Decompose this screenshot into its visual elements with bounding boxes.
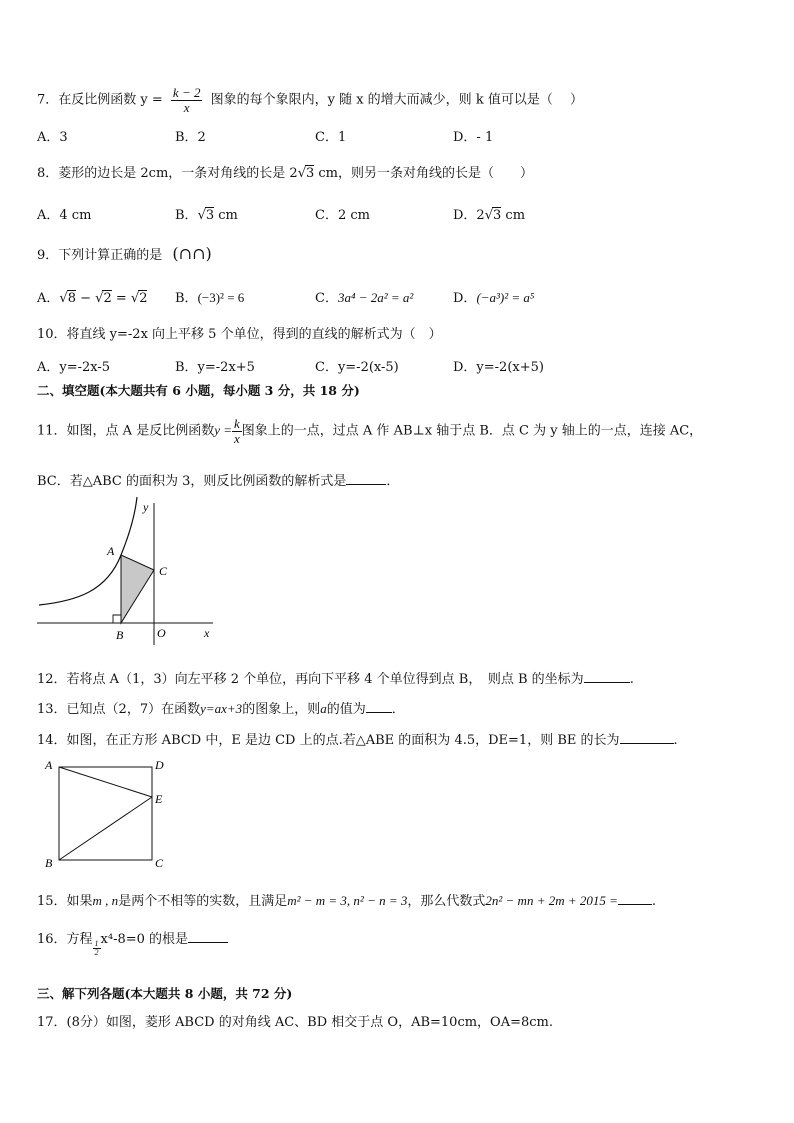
q9-paren: (∩∩) (172, 244, 212, 263)
q9-a-minus: − (75, 291, 96, 306)
q13-post: 的值为 (326, 702, 366, 717)
q9-a-sqrt-sign-1: √ (59, 291, 68, 306)
q13 (37, 698, 405, 717)
q13-var: a (320, 701, 327, 716)
q14-segment-be (59, 797, 152, 860)
q15-expr: 2n² − mn + 2m + 2015 = (485, 893, 618, 908)
q9-c-expr: 3a⁴ − 2a² = a² (337, 290, 414, 305)
q8-stem-post: cm，则另一条对角线的长是（ ） (314, 166, 534, 181)
q7-option-d: D．- 1 (453, 130, 494, 145)
q15-end: . (651, 894, 657, 909)
q7-option-c: C．1 (315, 130, 347, 145)
q8-d-sqrt-value: 3 (493, 208, 502, 223)
q12 (37, 668, 634, 687)
q15-eq: m² − m = 3, n² − n = 3 (287, 893, 408, 908)
q16-coef-num: 1 (94, 938, 99, 948)
q14 (37, 729, 678, 748)
q7-frac-den: x (183, 99, 190, 115)
q10-option-a: A．y=-2x-5 (37, 360, 111, 375)
q9-option-d (453, 287, 534, 306)
q11-line1-pre: 11．如图，点 A 是反比例函数 (37, 423, 215, 439)
q8-b-label: B． (175, 208, 198, 223)
q11-answer-blank (346, 472, 386, 485)
q8-option-b (175, 204, 238, 223)
q14-text: 14．如图，在正方形 ABCD 中，E 是边 CD 上的点.若△ABE 的面积为 4.5，DE=1，则 BE 的长为 (37, 733, 620, 748)
q14-segment-ae (59, 767, 152, 797)
q15-vars: m , n (92, 893, 119, 908)
q14-label-d: D (155, 758, 164, 772)
q9-a-sqrt-2: 2 (103, 291, 112, 306)
q14-answer-blank (620, 731, 674, 744)
q14-figure (37, 755, 177, 870)
q9-a-sqrt-3: 2 (139, 291, 148, 306)
q11-line2-end: ． (386, 474, 400, 489)
q10-option-d: D．y=-2(x+5) (453, 360, 544, 375)
q8-d-label: D．2 (453, 208, 485, 223)
q9-stem (37, 244, 212, 263)
q17: 17．(8分）如图，菱形 ABCD 的对角线 AC、BD 相交于点 O，AB=10cm，OA=8cm. (37, 1015, 554, 1030)
q7-frac-num: k − 2 (172, 85, 201, 100)
q11-func-y: y = (214, 422, 232, 438)
q11-fraction (232, 417, 242, 445)
q8-b-sqrt-sign: √ (197, 208, 206, 223)
q9-option-a (37, 287, 147, 306)
q7-stem-post: 图象的每个象限内，y 随 x 的增大而减少，则 k 值可以是（ ） (210, 92, 583, 108)
q15-answer-blank (618, 892, 652, 905)
q7-fraction (171, 86, 203, 114)
q8-b-unit: cm (214, 208, 238, 223)
q9-option-c (315, 287, 413, 306)
q13-end: ． (391, 702, 405, 717)
q16-answer-blank (188, 930, 228, 943)
q7-stem-pre: 7．在反比例函数 y = (37, 92, 163, 108)
q15 (37, 890, 656, 909)
q14-label-c: C (155, 856, 164, 870)
q10-option-c: C．y=-2(x-5) (315, 360, 399, 375)
q14-label-b: B (45, 856, 53, 870)
q12-end: . (629, 672, 634, 687)
q15-mid2: ，那么代数式 (407, 894, 486, 909)
q9-a-eq: = (111, 291, 131, 306)
q8-sqrt-value: 3 (305, 166, 315, 181)
q11-label-o: O (157, 626, 166, 640)
q8-d-sqrt-sign: √ (484, 208, 493, 223)
q10-option-b: B．y=-2x+5 (175, 360, 255, 375)
q7-option-b: B．2 (175, 130, 206, 145)
q9-a-label: A． (37, 291, 60, 306)
q11-line1-post: 图象上的一点，过点 A 作 AB⊥x 轴于点 B．点 C 为 y 轴上的一点，连接 AC， (241, 423, 703, 439)
q11-label-x: x (204, 626, 210, 640)
q9-c-label: C． (315, 291, 338, 306)
q9-a-sqrt-1: 8 (67, 291, 76, 306)
q16 (37, 928, 228, 957)
section-2-heading: 二、填空题(本大题共有 6 小题，每小题 3 分，共 18 分) (37, 383, 360, 398)
q8-sqrt-sign: √ (297, 166, 306, 181)
q11-triangle-abc (121, 555, 154, 623)
q11-frac-den: x (234, 430, 240, 446)
q9-stem-text: 9．下列计算正确的是 (37, 248, 163, 263)
q9-d-label: D． (453, 291, 477, 306)
q15-mid: 是两个不相等的实数，且满足 (118, 894, 288, 909)
q11-label-y: y (143, 500, 149, 514)
q8-stem-pre: 8．菱形的边长是 2cm，一条对角线的长是 2 (37, 166, 298, 181)
q9-b-expr: (−3)² = 6 (197, 290, 245, 305)
q16-pre: 16．方程 (37, 932, 93, 947)
q13-pre: 13．已知点（2，7）在函数 (37, 702, 201, 717)
q13-mid: 的图象上，则 (242, 702, 321, 717)
q11-line2 (37, 470, 399, 489)
q9-a-sqrt-sign-2: √ (95, 291, 104, 306)
q10-stem: 10．将直线 y=-2x 向上平移 5 个单位，得到的直线的解析式为（ ） (37, 327, 442, 342)
q8-option-a: A．4 cm (37, 208, 92, 223)
q13-answer-blank (366, 700, 392, 713)
q12-answer-blank (584, 670, 630, 683)
q9-option-b (175, 287, 244, 306)
q7-option-a: A．3 (37, 130, 68, 145)
q16-coef (93, 940, 101, 958)
section-3-heading: 三、解下列各题(本大题共 8 小题，共 72 分) (37, 986, 293, 1001)
q11-figure (37, 495, 227, 645)
q13-func: y=ax+3 (200, 701, 243, 716)
q8-option-d (453, 204, 525, 223)
q11-label-a: A (107, 544, 115, 558)
q14-end: . (673, 733, 678, 748)
q12-text: 12．若将点 A（1，3）向左平移 2 个单位，再向下平移 4 个单位得到点 B， 则点 B 的坐标为 (37, 672, 584, 687)
q14-label-e: E (155, 792, 163, 806)
q7-stem (37, 86, 583, 114)
q16-eq: x⁴-8=0 的根是 (100, 932, 189, 947)
q11-line1 (37, 417, 702, 445)
q14-label-a: A (45, 758, 53, 772)
q9-d-expr: (−a³)² = a⁵ (476, 290, 535, 305)
q11-frac-num: k (234, 416, 240, 431)
q16-coef-den: 2 (94, 948, 99, 957)
q15-pre: 15．如果 (37, 894, 93, 909)
q11-line2-text: BC．若△ABC 的面积为 3，则反比例函数的解析式是 (37, 474, 347, 489)
q8-stem (37, 162, 533, 181)
q14-square-abcd (59, 767, 152, 860)
q11-label-c: C (159, 564, 168, 578)
q8-d-unit: cm (501, 208, 526, 223)
q9-b-label: B． (175, 291, 198, 306)
q8-b-sqrt-value: 3 (205, 208, 215, 223)
q11-label-b: B (116, 628, 124, 642)
q11-right-angle-mark (113, 615, 121, 623)
q8-option-c: C．2 cm (315, 208, 370, 223)
q9-a-sqrt-sign-3: √ (130, 291, 140, 306)
